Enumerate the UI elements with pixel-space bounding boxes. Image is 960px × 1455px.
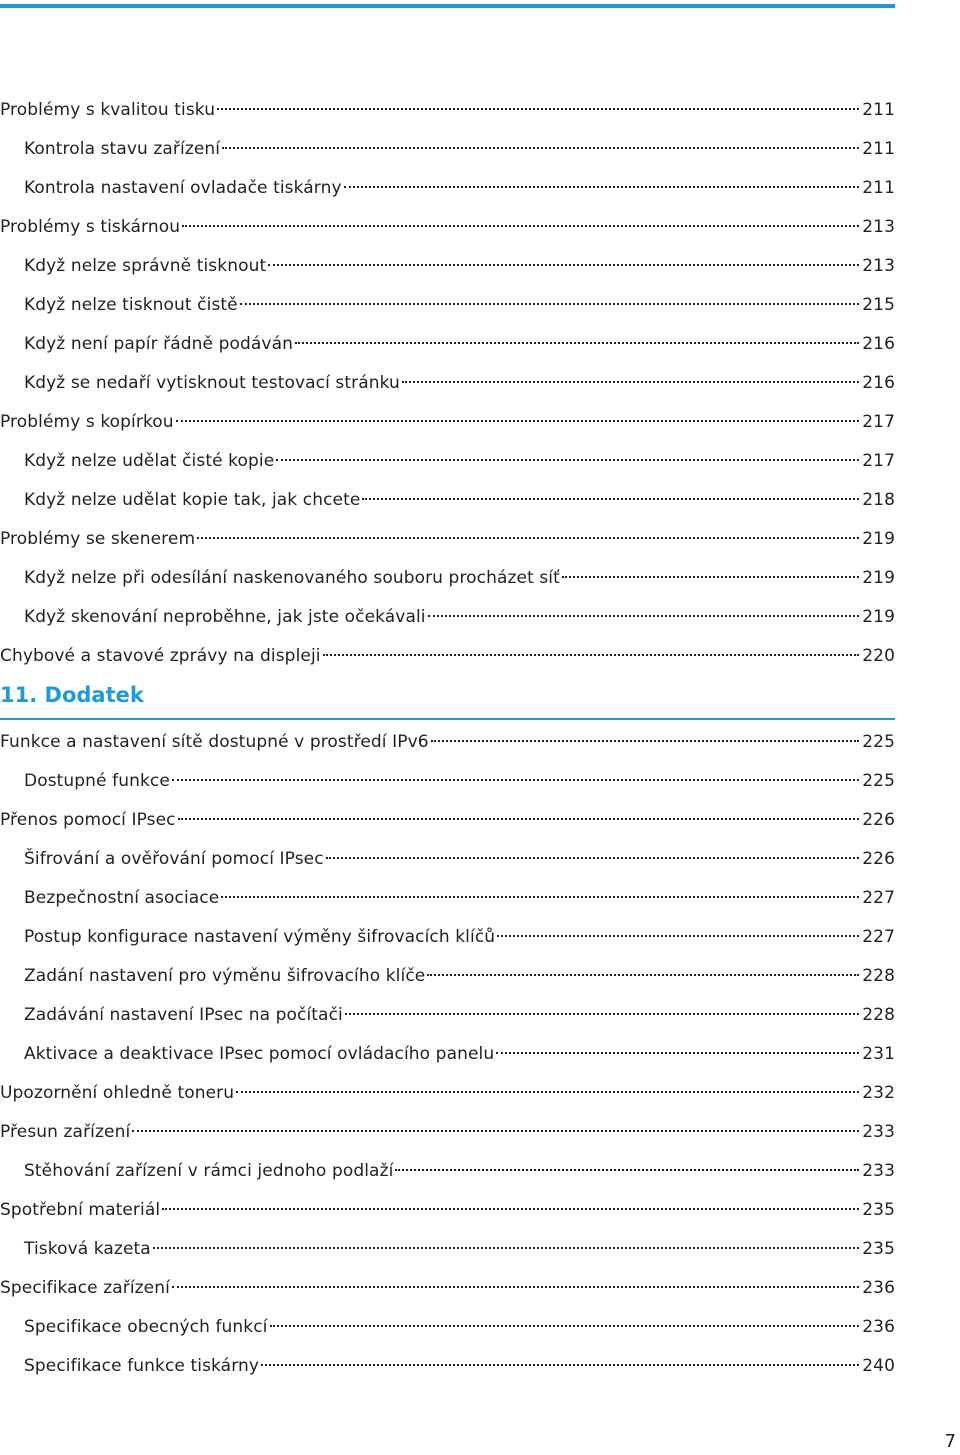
dot-leader <box>182 225 859 227</box>
dot-leader <box>236 1091 859 1093</box>
toc-entry-title: Když skenování neproběhne, jak jste očekávali <box>24 607 426 627</box>
page-number: 7 <box>944 1431 956 1452</box>
toc-entry-page: 226 <box>862 849 895 869</box>
toc-entry-page: 211 <box>862 139 895 159</box>
toc-entry-page: 240 <box>862 1356 895 1376</box>
toc-entry-page: 218 <box>862 490 895 510</box>
toc-entry-page: 233 <box>862 1161 895 1181</box>
toc-entry-title: Zadávání nastavení IPsec na počítači <box>24 1005 343 1025</box>
toc-entry-page: 225 <box>862 771 895 791</box>
toc-entry[interactable] <box>0 1074 895 1113</box>
toc-entry-title: Postup konfigurace nastavení výměny šifrovacích klíčů <box>24 927 496 947</box>
dot-leader <box>562 576 859 578</box>
dot-leader <box>222 147 859 149</box>
dot-leader <box>162 1208 859 1210</box>
toc-entry-page: 213 <box>862 217 895 237</box>
toc-entry-page: 231 <box>862 1044 895 1064</box>
toc-entry-title: Tisková kazeta <box>24 1239 151 1259</box>
toc-entry[interactable] <box>0 559 895 598</box>
toc-entry[interactable] <box>0 91 895 130</box>
toc-entry-page: 211 <box>862 178 895 198</box>
toc-entry-page: 225 <box>862 732 895 752</box>
toc-entry-title: Když se nedaří vytisknout testovací stránku <box>24 373 400 393</box>
toc-entry[interactable] <box>0 520 895 559</box>
toc-entry[interactable] <box>0 208 895 247</box>
toc-entry-title: Přesun zařízení <box>0 1122 131 1142</box>
toc-entry-title: Problémy se skenerem <box>0 529 196 549</box>
chapter-heading[interactable]: 11. Dodatek <box>0 676 895 720</box>
toc-entry[interactable] <box>0 403 895 442</box>
toc-entry-page: 228 <box>862 1005 895 1025</box>
toc-entry-page: 219 <box>862 607 895 627</box>
toc-entry-page: 236 <box>862 1317 895 1337</box>
dot-leader <box>345 1013 859 1015</box>
dot-leader <box>431 740 860 742</box>
toc-entry-page: 226 <box>862 810 895 830</box>
toc-entry[interactable] <box>0 723 895 762</box>
toc-entry-title: Když nelze udělat kopie tak, jak chcete <box>24 490 361 510</box>
dot-leader <box>197 537 859 539</box>
toc-entry-page: 215 <box>862 295 895 315</box>
toc-entry[interactable] <box>0 801 895 840</box>
toc-entry-page: 227 <box>862 888 895 908</box>
toc-entry-title: Specifikace obecných funkcí <box>24 1317 268 1337</box>
dot-leader <box>497 935 859 937</box>
toc-entry[interactable] <box>0 325 895 364</box>
toc-entry-page: 213 <box>862 256 895 276</box>
dot-leader <box>326 857 860 859</box>
dot-leader <box>362 498 859 500</box>
toc-entry-title: Přenos pomocí IPsec <box>0 810 176 830</box>
toc-entry[interactable] <box>0 1347 895 1386</box>
toc-entry[interactable] <box>0 1269 895 1308</box>
toc-entry-title: Chybové a stavové zprávy na displeji <box>0 646 321 666</box>
toc-entry[interactable] <box>0 1152 895 1191</box>
dot-leader <box>323 654 860 656</box>
toc-entry-title: Problémy s tiskárnou <box>0 217 181 237</box>
toc-entry-title: Dostupné funkce <box>24 771 170 791</box>
toc-entry[interactable] <box>0 1113 895 1152</box>
toc-entry[interactable] <box>0 598 895 637</box>
toc-entry-title: Problémy s kvalitou tisku <box>0 100 216 120</box>
toc-entry-title: Když nelze tisknout čistě <box>24 295 238 315</box>
dot-leader <box>268 264 859 266</box>
header-rule <box>0 4 895 8</box>
toc-entry-page: 217 <box>862 451 895 471</box>
toc-section-after <box>0 723 895 1386</box>
toc-entry-page: 235 <box>862 1200 895 1220</box>
toc-entry[interactable] <box>0 918 895 957</box>
toc-entry-title: Spotřební materiál <box>0 1200 161 1220</box>
toc-entry-page: 219 <box>862 568 895 588</box>
toc-entry-title: Aktivace a deaktivace IPsec pomocí ovládacího panelu <box>24 1044 495 1064</box>
dot-leader <box>344 186 860 188</box>
toc-entry-page: 235 <box>862 1239 895 1259</box>
toc-entry-page: 216 <box>862 373 895 393</box>
toc-entry-page: 217 <box>862 412 895 432</box>
toc-entry[interactable] <box>0 481 895 520</box>
toc-entry[interactable] <box>0 442 895 481</box>
dot-leader <box>240 303 860 305</box>
toc-entry-title: Když není papír řádně podáván <box>24 334 293 354</box>
dot-leader <box>172 779 859 781</box>
toc-entry[interactable] <box>0 1308 895 1347</box>
toc-entry[interactable] <box>0 1035 895 1074</box>
toc-entry-page: 228 <box>862 966 895 986</box>
toc-entry[interactable] <box>0 996 895 1035</box>
dot-leader <box>261 1364 859 1366</box>
toc-entry-page: 211 <box>862 100 895 120</box>
table-of-contents <box>0 91 895 1386</box>
toc-entry[interactable] <box>0 286 895 325</box>
dot-leader <box>153 1247 859 1249</box>
toc-entry[interactable] <box>0 840 895 879</box>
toc-entry-page: 216 <box>862 334 895 354</box>
toc-entry-title: Upozornění ohledně toneru <box>0 1083 235 1103</box>
toc-entry-title: Když nelze správně tisknout <box>24 256 267 276</box>
dot-leader <box>428 615 860 617</box>
toc-entry-title: Stěhování zařízení v rámci jednoho podlaží <box>24 1161 394 1181</box>
dot-leader <box>496 1052 859 1054</box>
toc-entry-page: 227 <box>862 927 895 947</box>
dot-leader <box>178 818 860 820</box>
dot-leader <box>295 342 859 344</box>
toc-entry[interactable] <box>0 1230 895 1269</box>
dot-leader <box>427 974 859 976</box>
toc-entry-title: Zadání nastavení pro výměnu šifrovacího klíče <box>24 966 426 986</box>
toc-entry-title: Kontrola stavu zařízení <box>24 139 221 159</box>
toc-entry-title: Funkce a nastavení sítě dostupné v prostředí IPv6 <box>0 732 429 752</box>
dot-leader <box>217 108 859 110</box>
toc-entry[interactable] <box>0 169 895 208</box>
dot-leader <box>395 1169 859 1171</box>
dot-leader <box>270 1325 860 1327</box>
toc-entry-page: 220 <box>862 646 895 666</box>
dot-leader <box>276 459 859 461</box>
toc-entry-page: 232 <box>862 1083 895 1103</box>
toc-entry[interactable] <box>0 637 895 676</box>
toc-entry-title: Šifrování a ověřování pomocí IPsec <box>24 849 324 869</box>
toc-entry[interactable] <box>0 247 895 286</box>
toc-entry[interactable] <box>0 1191 895 1230</box>
toc-entry-page: 219 <box>862 529 895 549</box>
toc-entry-title: Bezpečnostní asociace <box>24 888 220 908</box>
dot-leader <box>176 420 860 422</box>
toc-entry-title: Když nelze při odesílání naskenovaného souboru procházet síť <box>24 568 560 588</box>
toc-entry-title: Když nelze udělat čisté kopie <box>24 451 275 471</box>
toc-entry-page: 236 <box>862 1278 895 1298</box>
toc-entry-page: 233 <box>862 1122 895 1142</box>
toc-entry[interactable] <box>0 130 895 169</box>
dot-leader <box>221 896 859 898</box>
toc-entry[interactable] <box>0 364 895 403</box>
toc-section-before <box>0 91 895 676</box>
toc-entry-title: Specifikace zařízení <box>0 1278 170 1298</box>
toc-entry-title: Problémy s kopírkou <box>0 412 174 432</box>
toc-entry-title: Kontrola nastavení ovladače tiskárny <box>24 178 342 198</box>
toc-entry[interactable] <box>0 762 895 801</box>
dot-leader <box>402 381 859 383</box>
toc-entry[interactable] <box>0 879 895 918</box>
dot-leader <box>132 1130 859 1132</box>
dot-leader <box>172 1286 859 1288</box>
toc-entry-title: Specifikace funkce tiskárny <box>24 1356 260 1376</box>
toc-entry[interactable] <box>0 957 895 996</box>
